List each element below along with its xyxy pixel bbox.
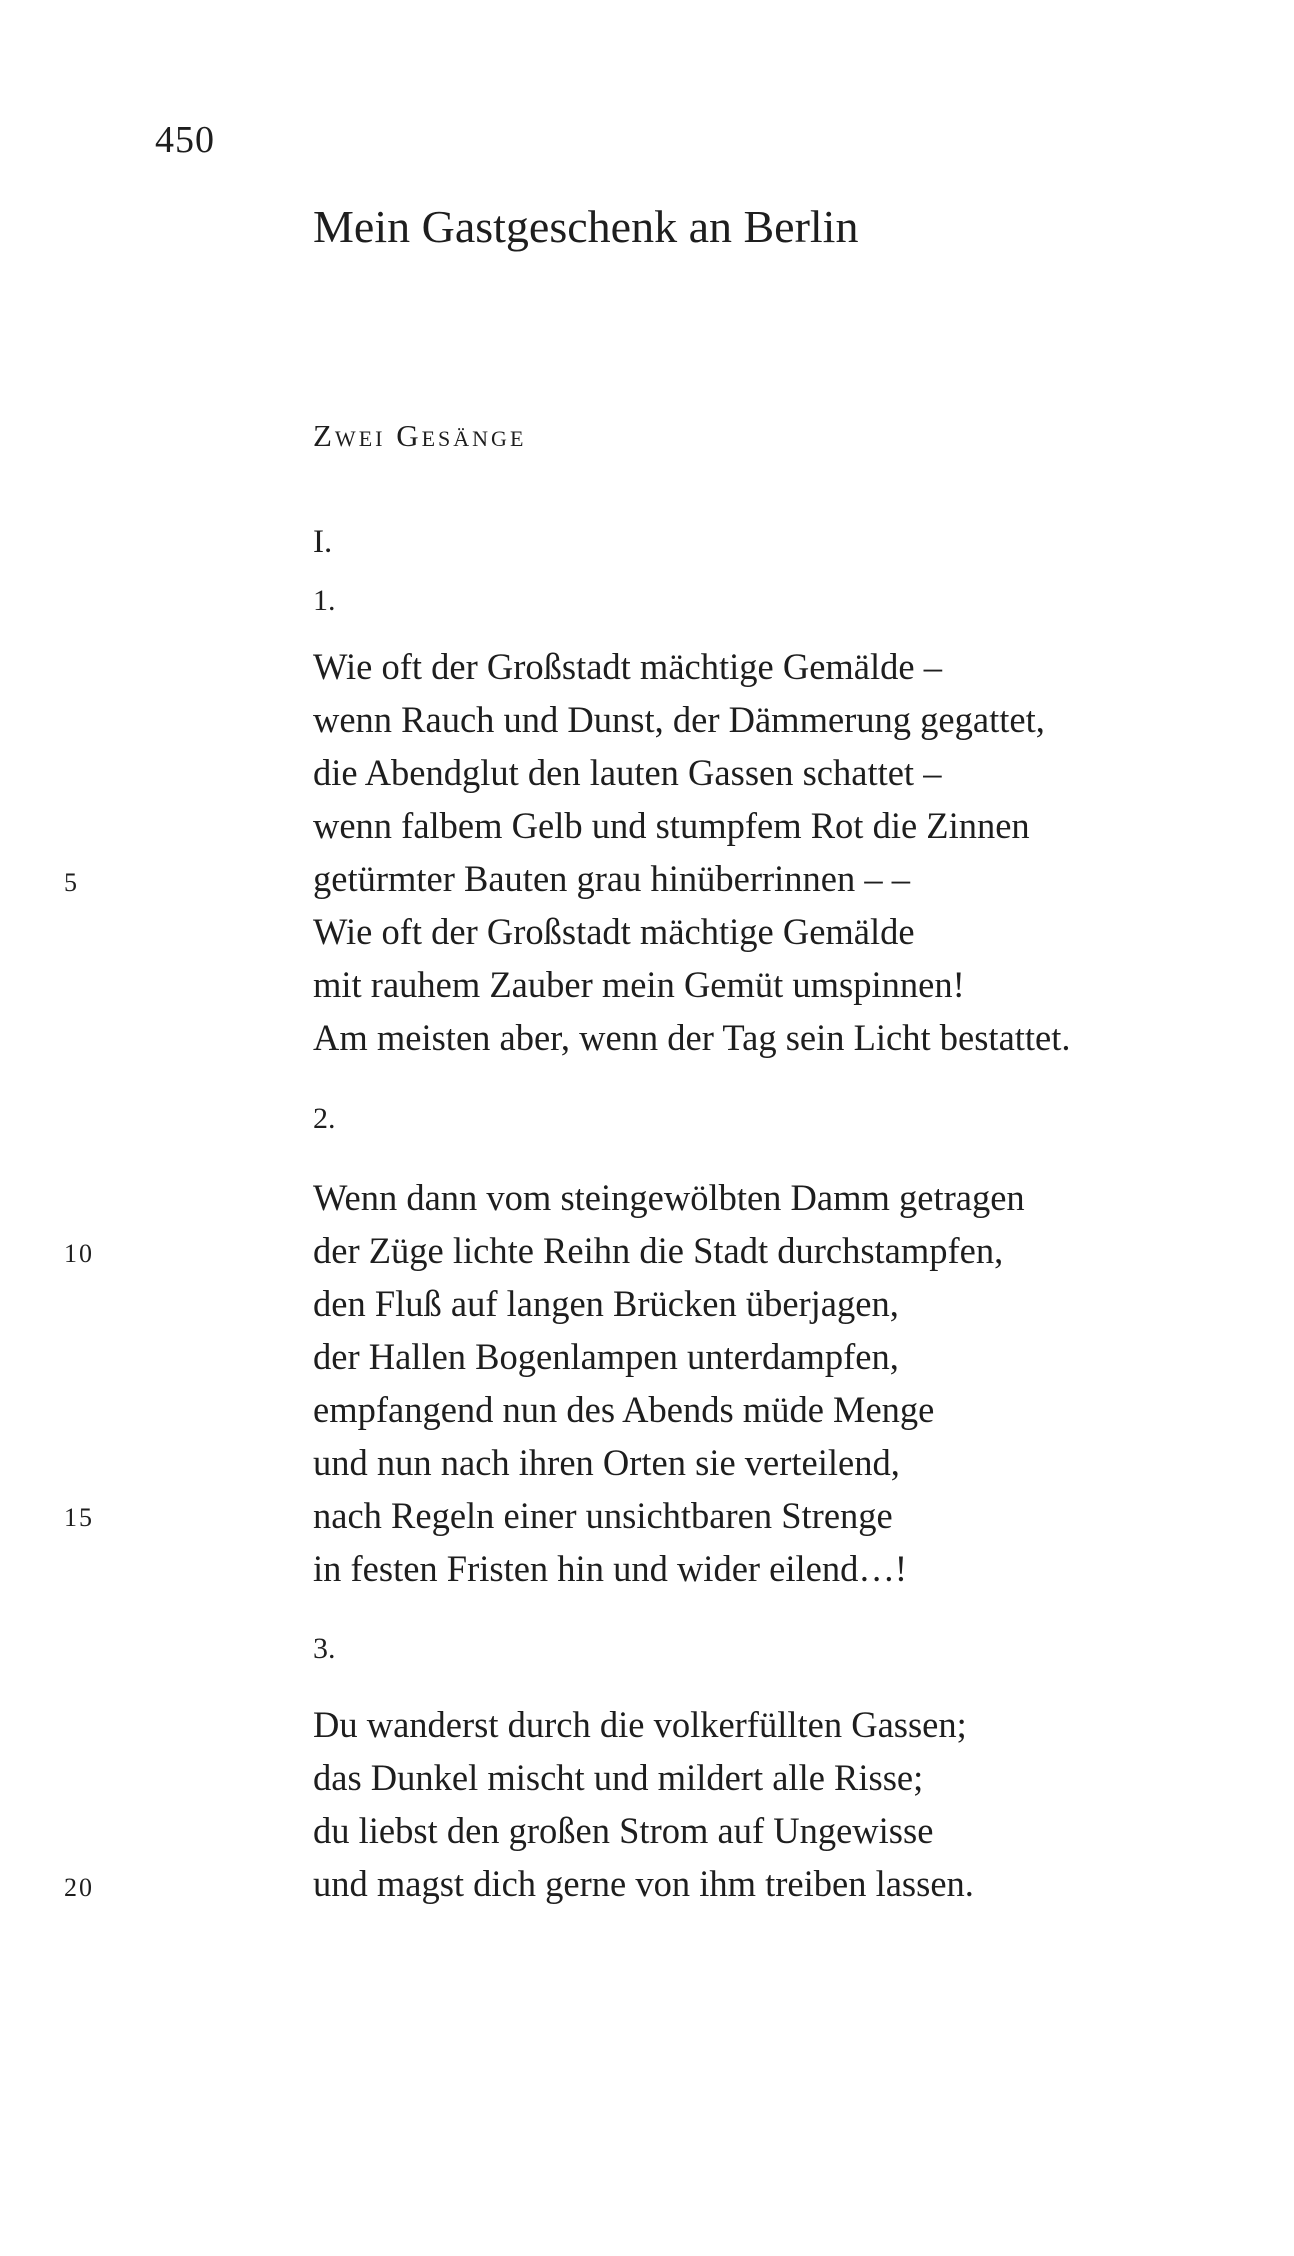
verse-line: Wie oft der Großstadt mächtige Gemälde (313, 911, 915, 952)
section-number: 2. (313, 1102, 336, 1135)
part-number: I. (313, 524, 333, 560)
verse-line: Du wanderst durch die volkerfüllten Gassen; (313, 1704, 967, 1745)
section-number: 1. (313, 584, 336, 617)
verse-line: den Fluß auf langen Brücken überjagen, (313, 1283, 899, 1324)
verse-line: getürmter Bauten grau hinüberrinnen – – (313, 858, 910, 899)
verse-line: und magst dich gerne von ihm treiben lassen. (313, 1863, 974, 1904)
verse-line: du liebst den großen Strom auf Ungewisse (313, 1810, 934, 1851)
section-number: 3. (313, 1632, 336, 1665)
poem-title: Mein Gastgeschenk an Berlin (313, 201, 859, 252)
verse-line: und nun nach ihren Orten sie verteilend, (313, 1442, 900, 1483)
verse-line: wenn falbem Gelb und stumpfem Rot die Zinnen (313, 805, 1030, 846)
verse-line: der Hallen Bogenlampen unterdampfen, (313, 1336, 899, 1377)
verse-line: Am meisten aber, wenn der Tag sein Licht bestattet. (313, 1017, 1071, 1058)
verse-line: die Abendglut den lauten Gassen schattet – (313, 752, 942, 793)
verse-line: wenn Rauch und Dunst, der Dämmerung gegattet, (313, 699, 1045, 740)
verse-line: Wenn dann vom steingewölbten Damm getragen (313, 1177, 1025, 1218)
line-number: 15 (64, 1503, 94, 1532)
page-number: 450 (155, 119, 215, 161)
line-number: 20 (64, 1873, 94, 1902)
verse-line: das Dunkel mischt und mildert alle Risse; (313, 1757, 924, 1798)
verse-line: empfangend nun des Abends müde Menge (313, 1389, 935, 1430)
verse-line: der Züge lichte Reihn die Stadt durchstampfen, (313, 1230, 1004, 1271)
line-number: 10 (64, 1239, 94, 1268)
poem-subtitle: Zwei Gesänge (313, 418, 527, 453)
line-number: 5 (64, 868, 79, 897)
verse-line: nach Regeln einer unsichtbaren Strenge (313, 1495, 893, 1536)
verse-line: in festen Fristen hin und wider eilend…! (313, 1548, 908, 1589)
verse-line: mit rauhem Zauber mein Gemüt umspinnen! (313, 964, 965, 1005)
verse-line: Wie oft der Großstadt mächtige Gemälde – (313, 646, 942, 687)
